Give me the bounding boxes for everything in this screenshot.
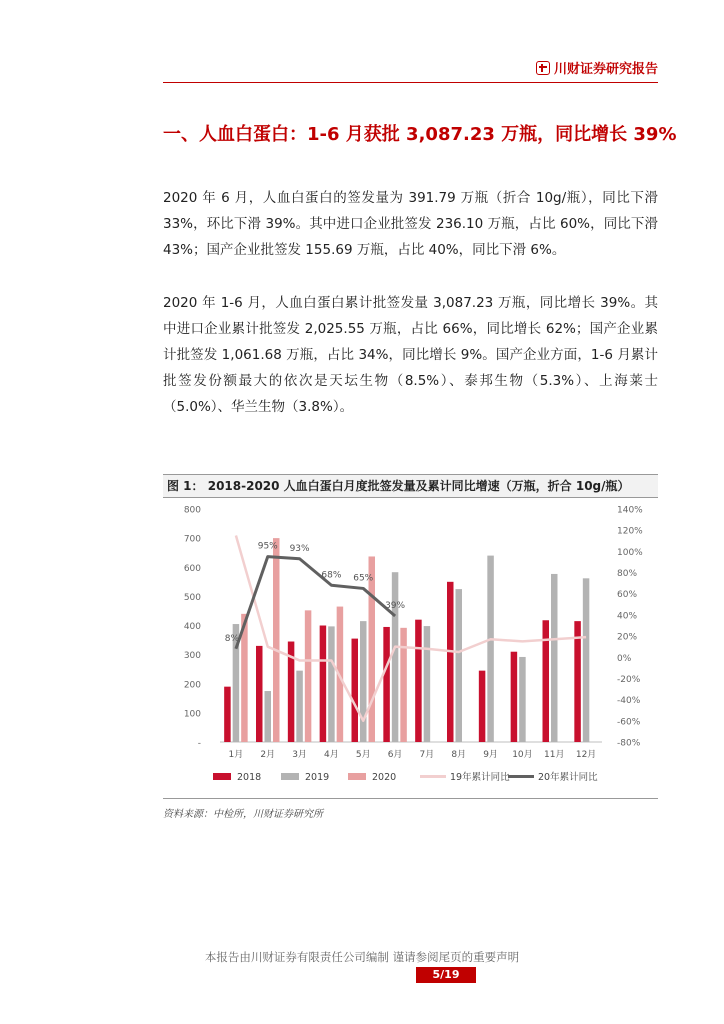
bar-2019-9月 <box>487 556 494 742</box>
data-label-2月: 95% <box>257 541 278 552</box>
bar-2020-5月 <box>369 556 376 742</box>
bar-2019-11月 <box>551 574 558 742</box>
chart-frame <box>163 496 658 799</box>
bar-2019-4月 <box>328 626 335 742</box>
bar-2020-3月 <box>305 610 312 742</box>
y-right-tick-label: 140% <box>617 505 643 516</box>
legend-swatch-2019 <box>281 773 299 780</box>
figure-title: 2018-2020 人血白蛋白月度批签发量及累计同比增速（万瓶，折合 10g/瓶） <box>207 479 630 493</box>
legend-label-20年累计同比: 20年累计同比 <box>538 772 598 783</box>
legend-label-2019: 2019 <box>305 772 330 783</box>
brand-name: 川财证券研究报告 <box>553 62 658 77</box>
y-right-tick-label: 120% <box>617 526 643 537</box>
figure-caption <box>163 474 658 498</box>
bar-2018-9月 <box>479 671 486 742</box>
legend-label-19年累计同比: 19年累计同比 <box>450 772 510 783</box>
y-left-tick-label: 400 <box>183 622 201 632</box>
brand <box>536 58 658 77</box>
bar-2018-4月 <box>320 626 327 743</box>
y-left-tick-label: 100 <box>183 709 201 720</box>
y-right-tick-label: 40% <box>617 611 638 622</box>
bar-2019-5月 <box>360 621 367 742</box>
bar-2018-7月 <box>415 620 422 742</box>
y-right-tick-label: -60% <box>617 717 641 728</box>
data-label-4月: 68% <box>321 570 342 581</box>
y-right-tick-label: 100% <box>617 547 643 558</box>
y-left-tick-label: 700 <box>183 534 201 545</box>
legend-swatch-2018 <box>213 773 231 780</box>
x-tick-label: 4月 <box>324 750 339 760</box>
bar-2019-2月 <box>265 691 272 742</box>
footer-note: 本报告由川财证券有限责任公司编制 谨请参阅尾页的重要声明 <box>204 950 520 964</box>
legend-label-2018: 2018 <box>237 772 262 783</box>
data-label-3月: 93% <box>289 543 310 554</box>
page-header <box>163 56 658 83</box>
bar-2018-2月 <box>256 646 263 742</box>
bar-2019-10月 <box>519 657 526 742</box>
paragraph-1: 2020 年 6 月，人血白蛋白的签发量为 391.79 万瓶（折合 10g/瓶），同比下滑 33%，环比下滑 39%。其中进口企业批签发 236.10 万瓶，占比 60%，同比下滑 43%；国产企业批签发 155.69 万瓶，占比 40%，同比下滑 6%。 <box>163 190 658 258</box>
data-label-5月: 65% <box>353 573 374 584</box>
bar-2019-6月 <box>392 572 399 742</box>
y-right-tick-label: 60% <box>617 590 638 601</box>
bar-2019-12月 <box>583 578 590 742</box>
y-left-tick-label: 600 <box>183 563 201 574</box>
brand-logo-icon <box>536 61 550 75</box>
y-left-tick-label: - <box>197 738 201 749</box>
figure-source: 资料来源：中检所，川财证券研究所 <box>163 809 323 820</box>
figure-label: 图 1： <box>167 479 204 493</box>
bar-2020-2月 <box>273 538 280 742</box>
x-tick-label: 5月 <box>355 750 371 760</box>
legend-swatch-2020 <box>348 773 366 780</box>
bar-2019-3月 <box>296 671 303 742</box>
bar-2020-6月 <box>400 628 407 742</box>
x-tick-label: 9月 <box>483 750 498 760</box>
y-left-tick-label: 800 <box>183 505 201 516</box>
bar-2018-10月 <box>511 652 517 742</box>
x-tick-label: 2月 <box>260 750 276 760</box>
x-tick-label: 11月 <box>544 750 565 760</box>
y-left-tick-label: 500 <box>183 592 201 603</box>
bar-2019-8月 <box>456 589 463 742</box>
y-left-tick-label: 200 <box>183 680 201 691</box>
bar-2018-1月 <box>224 687 231 742</box>
page-number: 5/19 <box>416 967 476 983</box>
x-tick-label: 8月 <box>451 750 467 760</box>
chart <box>163 496 658 798</box>
y-right-tick-label: 20% <box>617 632 638 643</box>
x-tick-label: 12月 <box>575 750 597 760</box>
bar-2018-6月 <box>383 627 390 742</box>
y-right-tick-label: -80% <box>617 738 641 749</box>
x-tick-label: 7月 <box>419 750 435 760</box>
y-right-tick-label: -20% <box>617 674 641 685</box>
bar-2019-7月 <box>424 626 431 742</box>
y-right-tick-label: -40% <box>617 696 641 707</box>
bar-2018-8月 <box>447 582 454 742</box>
section-title: 一、人血白蛋白：1-6 月获批 3,087.23 万瓶，同比增长 39% <box>163 124 677 145</box>
bar-2018-12月 <box>574 621 581 742</box>
x-tick-label: 6月 <box>387 750 403 760</box>
y-right-tick-label: 80% <box>617 569 638 580</box>
paragraph-2: 2020 年 1-6 月，人血白蛋白累计批签发量 3,087.23 万瓶，同比增长 39%。其中进口企业累计批签发 2,025.55 万瓶，占比 66%，同比增长 62%；国产企业累计批签发 1,061.68 万瓶，占比 34%，同比增长 9%。国产企业方面，1-6 月累计批签发份额最大的依次是天坛生物（8.5%）、泰邦生物（5.3%）、上海莱士（5.0%）、华兰生物（3.8%）。 <box>163 295 658 415</box>
y-left-tick-label: 300 <box>183 651 201 662</box>
data-label-1月: 8% <box>224 633 240 644</box>
bar-2018-5月 <box>352 639 359 742</box>
data-label-6月: 39% <box>385 600 406 611</box>
x-tick-label: 10月 <box>512 750 533 760</box>
y-right-tick-label: 0% <box>617 653 632 664</box>
legend-label-2020: 2020 <box>372 772 397 783</box>
x-tick-label: 1月 <box>228 750 244 760</box>
x-tick-label: 3月 <box>292 750 307 760</box>
